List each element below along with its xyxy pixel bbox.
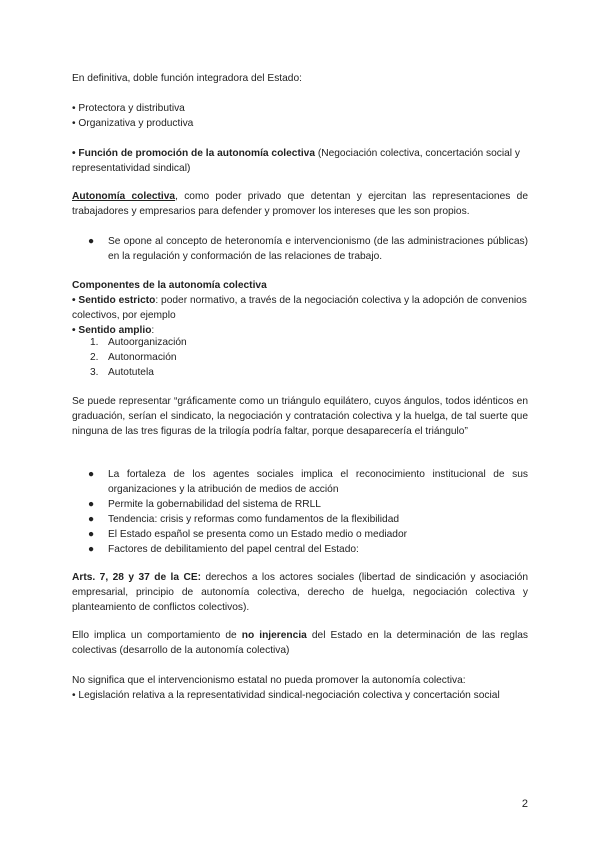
collective-autonomy-definition: [72, 189, 528, 219]
page-number: 2: [521, 798, 528, 810]
promotion-function-paragraph: [72, 146, 528, 176]
list-item: • Protectora y distributiva: [72, 103, 185, 114]
social-agents-bullet-list: [72, 467, 528, 557]
strict-sense-item: [72, 293, 528, 323]
constitution-articles-label: Arts. 7, 28 y 37 de la CE:: [72, 572, 202, 583]
bullet-icon: ●: [88, 499, 95, 510]
list-number: 3.: [90, 367, 99, 378]
list-item: ● El Estado español se presenta como un Estado medio o mediador: [88, 529, 408, 540]
list-item: ● Permite la gobernabilidad del sistema de RRLL: [88, 499, 321, 510]
list-item: ● Factores de debilitamiento del papel central del Estado:: [88, 544, 359, 555]
collective-autonomy-text: , como poder privado que detentan y ejercitan las representaciones de trabajadores y empresarios para defender y promover los intereses que les son propios.: [72, 191, 528, 217]
state-functions-list: [72, 101, 528, 131]
bullet-icon: ●: [88, 514, 95, 525]
list-item: 3. Autotutela: [90, 367, 154, 378]
list-item: 2. Autonormación: [90, 352, 177, 363]
strict-sense-label: • Sentido estricto: [72, 295, 156, 306]
non-interference-paragraph: Ello implica un comportamiento de no injerencia del Estado en la determinación de las reglas colectivas (desarrollo de la autonomía colectiva): [72, 630, 528, 656]
list-item: • Organizativa y productiva: [72, 118, 194, 129]
list-number: 1.: [90, 337, 99, 348]
broad-sense-numbered-list: [72, 335, 528, 380]
intro-paragraph: En definitiva, doble función integradora del Estado:: [72, 73, 302, 84]
list-item: ● La fortaleza de los agentes sociales implica el reconocimiento institucional de sus organizaciones y la atribución de medios de acción: [88, 469, 528, 495]
bullet-icon: ●: [88, 529, 95, 540]
strict-sense-text: : poder normativo, a través de la negociación colectiva y la adopción de convenios colectivos, por ejemplo: [72, 295, 527, 321]
legislation-item: • Legislación relativa a la representatividad sindical-negociación colectiva y concertación social: [72, 690, 500, 701]
promotion-function-title: • Función de promoción de la autonomía colectiva: [72, 148, 316, 159]
list-item: 1. Autoorganización: [90, 337, 187, 348]
list-item: ● Se opone al concepto de heteronomía e intervencionismo (de las administraciones públicas) en la regulación y conformación de las relaciones de trabajo.: [88, 236, 528, 262]
components-heading: Componentes de la autonomía colectiva: [72, 280, 267, 291]
heteronomy-bullet-list: [72, 234, 528, 264]
broad-sense-label: • Sentido amplio: [72, 325, 152, 336]
constitution-articles-paragraph: Arts. 7, 28 y 37 de la CE: derechos a los actores sociales (libertad de sindicación y asociación empresarial, principio de autonomía colectiva, derecho de huelga, negociación colectiva y planteamiento de conflictos colectivos).: [72, 572, 528, 613]
bullet-icon: ●: [88, 236, 95, 247]
triangle-quote-paragraph: Se puede representar “gráficamente como un triángulo equilátero, cuyos ángulos, todos idénticos en graduación, serían el sindicato, la negociación y contratación colectiva y la huelga, de tal suerte que ninguna de las tres figuras de la trilogía podría faltar, porque desaparecería el triángulo”: [72, 396, 528, 437]
promotion-function-detail: (Negociación colectiva, concertación social y representatividad sindical): [72, 148, 520, 174]
list-number: 2.: [90, 352, 99, 363]
interventionism-paragraph: No significa que el intervencionismo estatal no pueda promover la autonomía colectiva:: [72, 675, 466, 686]
broad-sense-item: • Sentido amplio:: [72, 325, 155, 336]
components-section: [72, 278, 528, 338]
non-interference-term: no injerencia: [241, 630, 307, 641]
collective-autonomy-term: Autonomía colectiva: [72, 191, 176, 202]
list-item: ● Tendencia: crisis y reformas como fundamentos de la flexibilidad: [88, 514, 400, 525]
bullet-icon: ●: [88, 469, 95, 480]
bullet-icon: ●: [88, 544, 95, 555]
